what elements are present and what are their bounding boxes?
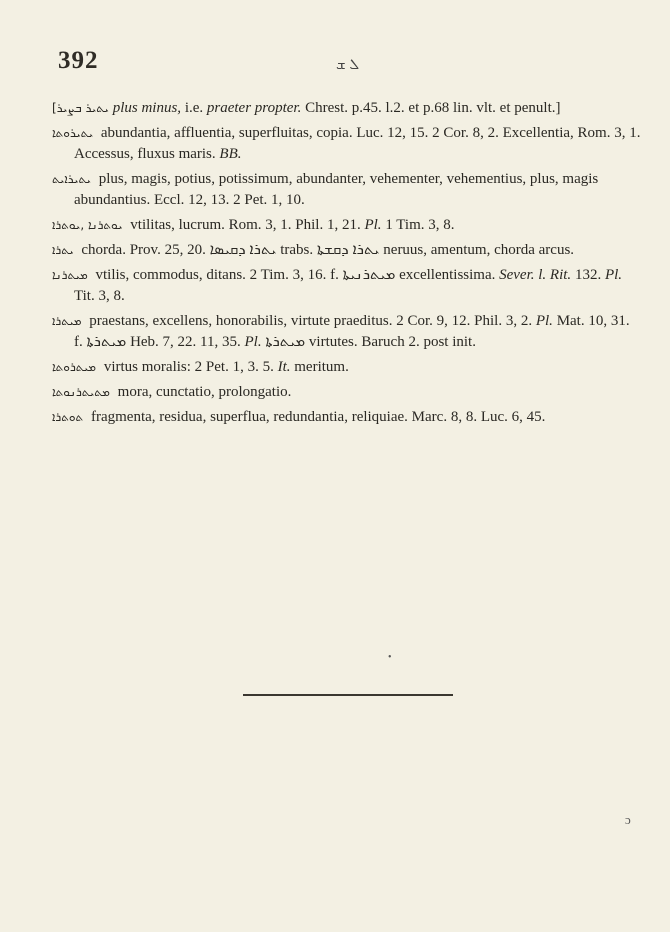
entry-text: praestans, excellens, honorabilis, virtute praeditus. 2 Cor. 9, 12. Phil. 3, 2. — [85, 313, 536, 329]
dictionary-entry — [52, 382, 642, 403]
italic-text: BB. — [219, 146, 242, 162]
dictionary-entry — [52, 98, 642, 119]
dictionary-entry — [52, 169, 642, 211]
dictionary-entry — [52, 357, 642, 378]
syriac-headword: [ܝܬܝܪ ܒܨܝܪ — [52, 101, 109, 115]
entry-text: meritum. — [290, 359, 349, 375]
italic-text: Sever. l. Rit. — [499, 267, 572, 283]
header-mark: ܠ ܫ — [336, 57, 360, 73]
syriac-headword: ܡܝܬܪܢܐ — [52, 268, 88, 282]
entry-text: vtilitas, lucrum. Rom. 3, 1. Phil. 1, 21. — [126, 217, 365, 233]
italic-text: It. — [277, 359, 291, 375]
entry-text: vtilis, commodus, ditans. 2 Tim. 3, 16. f. ܡܝܬܪܢܝܬܐ excellentissima. — [91, 267, 500, 283]
page-header — [0, 0, 670, 90]
italic-text: praeter propter. — [206, 100, 302, 116]
syriac-headword: ܡܝܬܪܐ — [52, 314, 82, 328]
syriac-headword: ܝܬܝܪܘܬܐ — [52, 126, 94, 140]
entry-text: ܡܝܬܪܬܐ virtutes. Baruch 2. post init. — [261, 334, 476, 350]
dictionary-entry — [52, 240, 642, 261]
entry-text: Chrest. p.45. l.2. et p.68 lin. vlt. et penult.] — [301, 100, 561, 116]
italic-text: Pl. — [364, 217, 382, 233]
italic-text: Pl. — [535, 313, 553, 329]
entry-text: 132. — [571, 267, 605, 283]
dictionary-entry — [52, 265, 642, 307]
syriac-headword: ܝܘܬܪܢܐ ,ܝܘܬܪܐ — [52, 218, 123, 232]
entry-text: i.e. — [181, 100, 207, 116]
ink-spot: • — [388, 652, 392, 663]
entry-text: virtus moralis: 2 Pet. 1, 3. 5. — [100, 359, 278, 375]
end-rule — [243, 694, 453, 696]
syriac-headword: ܬܘܬܪܐ — [52, 410, 84, 424]
entry-text: Mat. 10, 31. f. ܡܝܬܪܬܐ Heb. 7, 22. 11, 35. — [74, 313, 630, 350]
entry-text: Tit. 3, 8. — [74, 288, 125, 304]
dictionary-entry — [52, 311, 642, 353]
entry-text: fragmenta, residua, superflua, redundantia, reliquiae. Marc. 8, 8. Luc. 6, 45. — [87, 409, 546, 425]
entry-text: abundantia, affluentia, superfluitas, copia. Luc. 12, 15. 2 Cor. 8, 2. Excellentia, Rom. 3, 1. Accessus, fluxus maris. — [74, 125, 641, 162]
entry-text: mora, cunctatio, prolongatio. — [113, 384, 292, 400]
dictionary-entry — [52, 123, 642, 165]
italic-text: Pl. — [604, 267, 623, 283]
syriac-headword: ܡܬܝܬܪܢܘܬܐ — [52, 385, 110, 399]
italic-text: plus minus, — [112, 100, 182, 116]
entries-list — [52, 98, 642, 432]
dictionary-entry — [52, 215, 642, 236]
entry-text: 1 Tim. 3, 8. — [381, 217, 455, 233]
entry-text: chorda. Prov. 25, 20. ܝܬܪܐ ܕܩܝܣܐ trabs. ܝܬܪܐ ܕܩܫܬܐ neruus, amentum, chorda arcus. — [77, 242, 575, 258]
dictionary-entry — [52, 407, 642, 428]
syriac-headword: ܝܬܪܐ — [52, 243, 74, 257]
page-mark: ɔ — [625, 812, 631, 827]
syriac-headword: ܝܬܝܪܐܝܬ — [52, 172, 91, 186]
syriac-headword: ܡܝܬܪܘܬܐ — [52, 360, 97, 374]
italic-text: Pl. — [244, 334, 262, 350]
page-number: 392 — [58, 47, 99, 74]
entry-text: plus, magis, potius, potissimum, abundanter, vehementer, vehementius, plus, magis abundantius. Eccl. 12, 13. 2 Pet. 1, 10. — [74, 171, 599, 208]
